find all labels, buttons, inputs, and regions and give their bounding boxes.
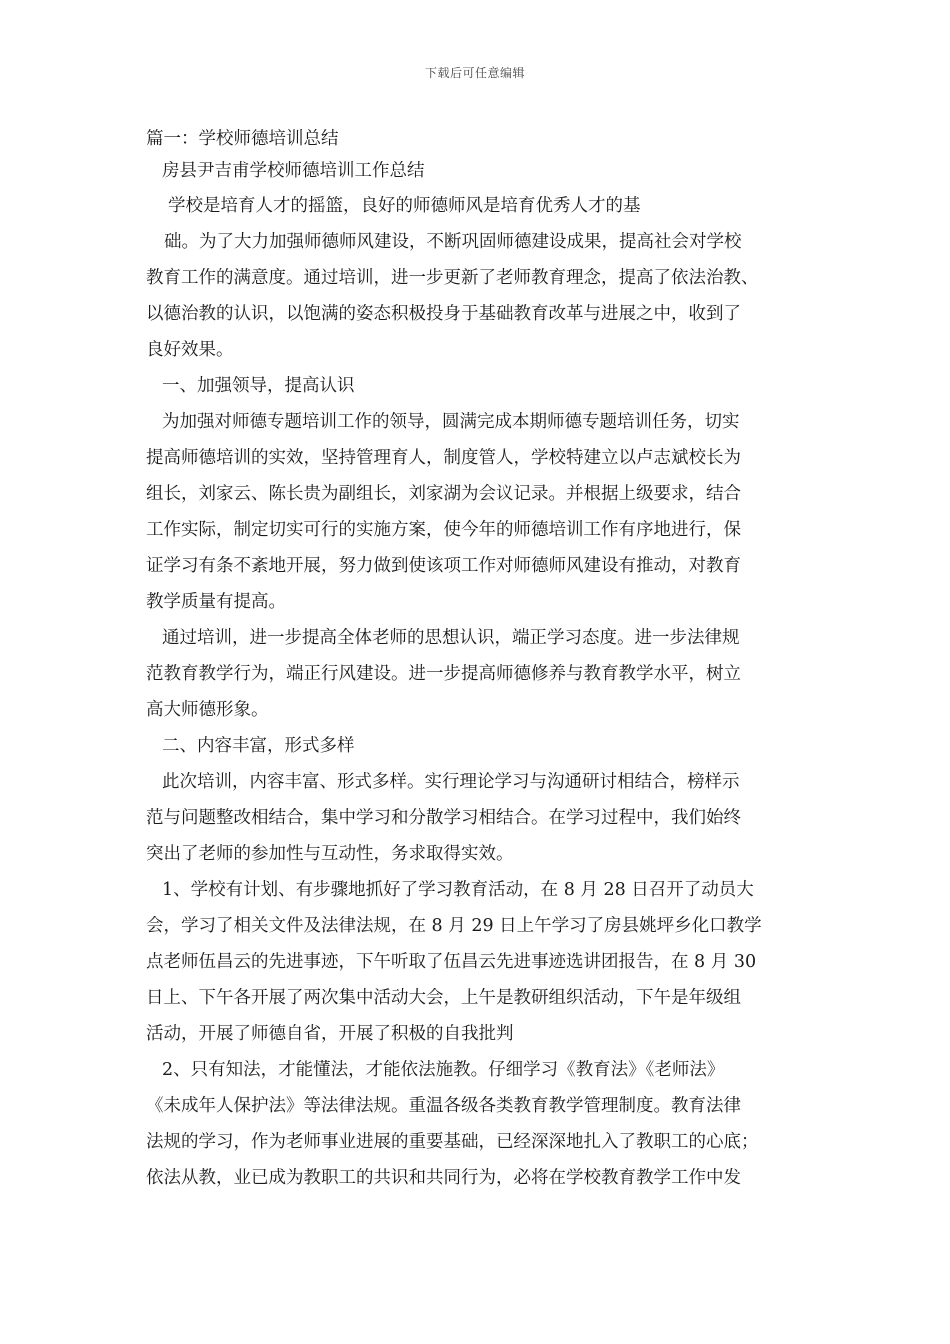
paragraph-line: 良好效果。 bbox=[146, 340, 234, 360]
paragraph-line: 范与问题整改相结合，集中学习和分散学习相结合。在学习过程中，我们始终 bbox=[146, 808, 741, 828]
paragraph-line: 学校是培育人才的摇篮，良好的师德师风是培育优秀人才的基 bbox=[168, 196, 641, 216]
paragraph-line: 础。为了大力加强师德师风建设，不断巩固师德建设成果，提高社会对学校 bbox=[164, 232, 742, 252]
document-subtitle: 房县尹吉甫学校师德培训工作总结 bbox=[162, 161, 425, 181]
paragraph-line: 范教育教学行为，端正行风建设。进一步提高师德修养与教育教学水平，树立 bbox=[146, 664, 741, 684]
paragraph-line: 依法从教，业已成为教职工的共识和共同行为，必将在学校教育教学工作中发 bbox=[146, 1168, 741, 1188]
paragraph-line: 教学质量有提高。 bbox=[146, 592, 286, 612]
paragraph-line: 法规的学习，作为老师事业进展的重要基础，已经深深地扎入了教职工的心底； bbox=[146, 1132, 759, 1152]
paragraph-line: 此次培训，内容丰富、形式多样。实行理论学习与沟通研讨相结合，榜样示 bbox=[162, 772, 740, 792]
paragraph-line: 突出了老师的参加性与互动性，务求取得实效。 bbox=[146, 844, 514, 864]
section-heading: 二、内容丰富，形式多样 bbox=[162, 736, 355, 756]
paragraph-line: 通过培训，进一步提高全体老师的思想认识，端正学习态度。进一步法律规 bbox=[162, 628, 740, 648]
paragraph-line: 工作实际，制定切实可行的实施方案，使今年的师德培训工作有序地进行，保 bbox=[146, 520, 741, 540]
document-title: 篇一：学校师德培训总结 bbox=[146, 129, 339, 149]
section-heading: 一、加强领导，提高认识 bbox=[162, 376, 355, 396]
paragraph-line: 为加强对师德专题培训工作的领导，圆满完成本期师德专题培训任务，切实 bbox=[162, 412, 740, 432]
paragraph-line: 提高师德培训的实效，坚持管理育人，制度管人，学校特建立以卢志斌校长为 bbox=[146, 448, 741, 468]
paragraph-line: 《未成年人保护法》等法律法规。重温各级各类教育教学管理制度。教育法律 bbox=[146, 1096, 741, 1116]
paragraph-line: 高大师德形象。 bbox=[146, 700, 269, 720]
paragraph-line: 1、学校有计划、有步骤地抓好了学习教育活动，在 8 月 28 日召开了动员大 bbox=[162, 880, 754, 900]
paragraph-line: 会，学习了相关文件及法律法规，在 8 月 29 日上午学习了房县姚坪乡化口教学 bbox=[146, 916, 762, 936]
document-body bbox=[146, 124, 818, 1196]
paragraph-line: 点老师伍昌云的先进事迹，下午听取了伍昌云先进事迹选讲团报告，在 8 月 30 bbox=[146, 952, 757, 972]
paragraph-line: 2、只有知法，才能懂法，才能依法施教。仔细学习《教育法》《老师法》 bbox=[162, 1060, 725, 1080]
paragraph-line: 以德治教的认识，以饱满的姿态积极投身于基础教育改革与进展之中，收到了 bbox=[146, 304, 741, 324]
paragraph-line: 组长，刘家云、陈长贵为副组长，刘家湖为会议记录。并根据上级要求，结合 bbox=[146, 484, 741, 504]
paragraph-line: 日上、下午各开展了两次集中活动大会，上午是教研组织活动，下午是年级组 bbox=[146, 988, 741, 1008]
page-header: 下载后可任意编辑 bbox=[424, 66, 525, 80]
paragraph-line: 证学习有条不紊地开展，努力做到使该项工作对师德师风建设有推动，对教育 bbox=[146, 556, 741, 576]
paragraph-line: 活动，开展了师德自省，开展了积极的自我批判 bbox=[146, 1024, 514, 1044]
paragraph-line: 教育工作的满意度。通过培训，进一步更新了老师教育理念，提高了依法治教、 bbox=[146, 268, 759, 288]
